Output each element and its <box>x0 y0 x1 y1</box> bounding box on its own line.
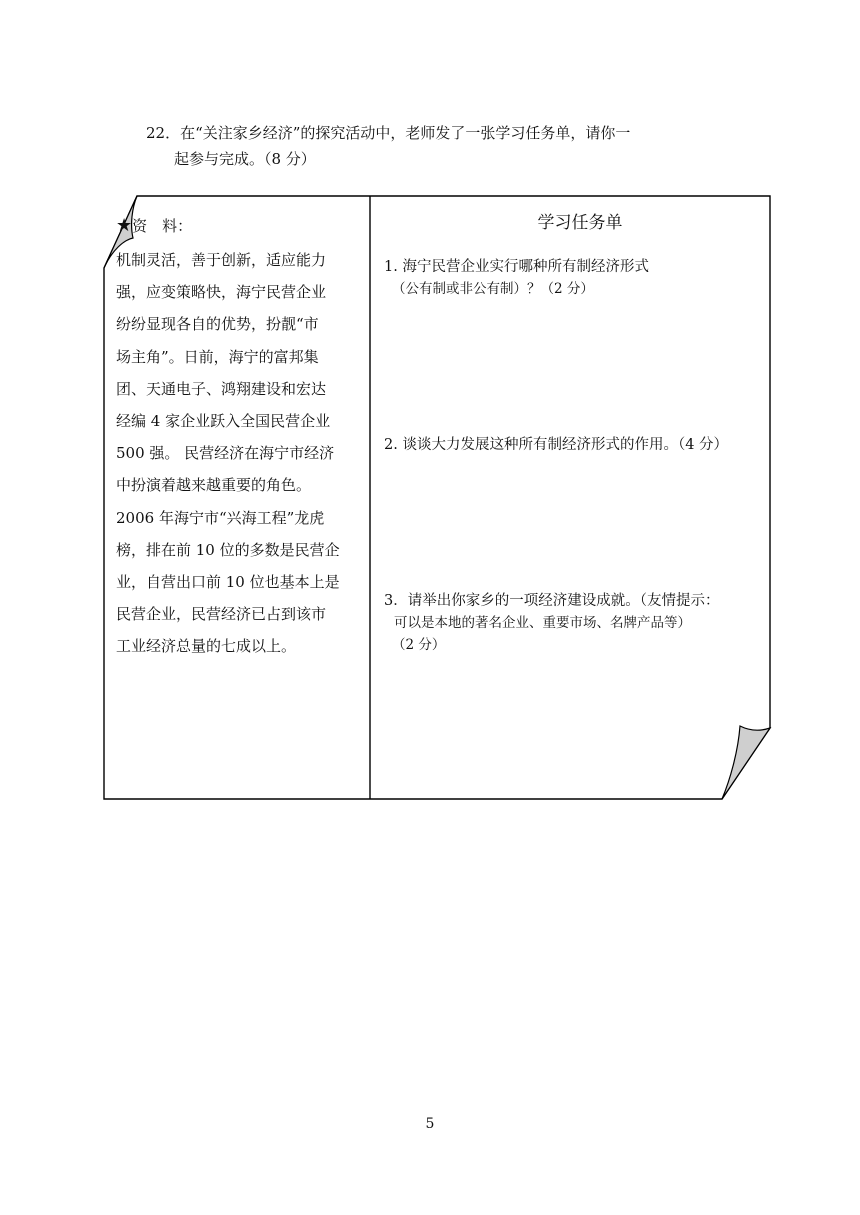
material-line: 中扮演着越来越重要的角色。 <box>116 476 312 495</box>
page-curl-bottom-right <box>722 726 770 799</box>
material-line: 机制灵活，善于创新，适应能力 <box>116 251 327 269</box>
material-line: 纷纷显现各自的优势，扮靓“市 <box>116 315 319 334</box>
task-sheet-title: 学习任务单 <box>537 213 623 233</box>
material-line: 团、天通电子、鸿翔建设和宏达 <box>116 379 327 398</box>
material-line: 强，应变策略快，海宁民营企业 <box>116 283 327 302</box>
task-question-2 <box>384 434 728 456</box>
task-question-3-text: 3．请举出你家乡的一项经济建设成就。（友情提示： <box>384 593 720 609</box>
material-line: 经编 4 家企业跃入全国民营企业 <box>116 412 331 431</box>
material-heading <box>116 214 366 244</box>
task-question-1-text: 1. 海宁民营企业实行哪种所有制经济形式 <box>384 259 649 275</box>
page-number: 5 <box>425 1116 435 1132</box>
question-line-2: 起参与完成。（8 分） <box>174 150 316 168</box>
material-heading-label: 资 料： <box>132 217 193 235</box>
task-question-3-sub2: （2 分） <box>392 637 446 653</box>
material-line: 工业经济总量的七成以上。 <box>116 637 297 656</box>
task-question-1 <box>384 256 649 300</box>
material-line: 业，自营出口前 10 位也基本上是 <box>116 573 340 592</box>
question-line-1: 22．在“关注家乡经济”的探究活动中，老师发了一张学习任务单，请你一 <box>146 124 631 142</box>
material-line: 500 强。 民营经济在海宁市经济 <box>116 444 335 463</box>
material-column <box>116 214 366 663</box>
material-line: 场主角”。日前，海宁的富邦集 <box>116 347 319 366</box>
star-icon: ★ <box>116 215 133 236</box>
task-question-1-sub: （公有制或非公有制）？（2 分） <box>392 281 594 297</box>
material-line: 榜，排在前 10 位的多数是民营企 <box>116 540 340 559</box>
material-line: 2006 年海宁市“兴海工程”龙虎 <box>116 508 325 527</box>
task-question-3-sub1: 可以是本地的著名企业、重要市场、名牌产品等） <box>394 615 691 631</box>
task-question-2-text: 2. 谈谈大力发展这种所有制经济形式的作用。（4 分） <box>384 437 729 453</box>
material-line: 民营企业，民营经济已占到该市 <box>116 605 327 624</box>
task-question-3 <box>384 590 719 656</box>
